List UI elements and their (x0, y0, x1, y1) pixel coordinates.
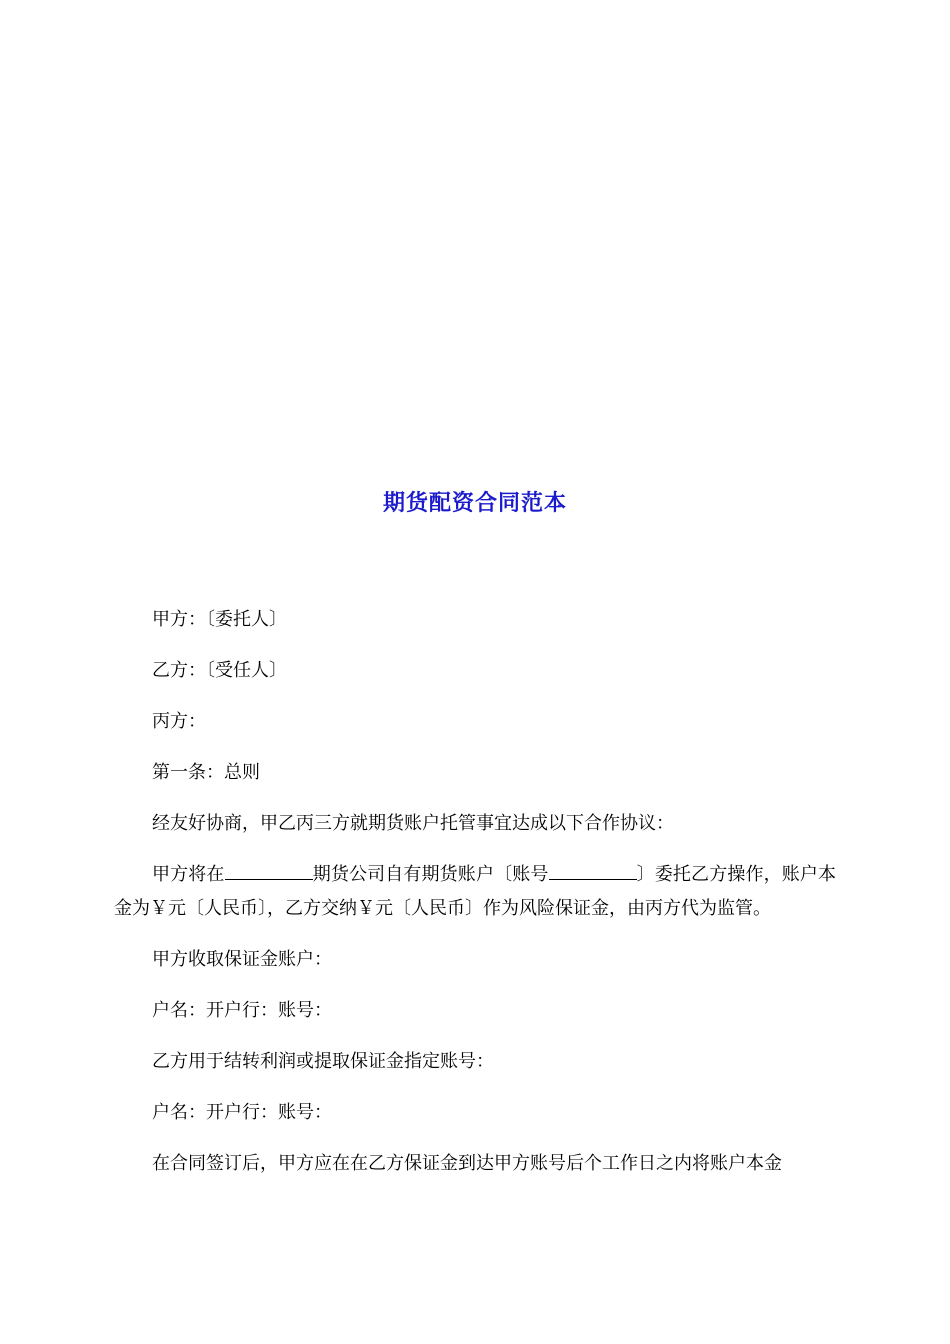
article-1-heading: 第一条：总则 (152, 762, 260, 783)
document-body (114, 603, 836, 1198)
main-paragraph-part-3: 〕委托乙方操作，账户本金为￥元〔人民币〕，乙方交纳￥元〔人民币〕作为风险保证金，由丙方代为监管。 (114, 864, 837, 919)
main-paragraph (114, 858, 836, 926)
party-b-line: 乙方：〔受任人〕 (152, 660, 287, 681)
last-paragraph: 在合同签订后，甲方应在在乙方保证金到达甲方账号后个工作日之内将账户本金 (152, 1153, 782, 1174)
party-b-account-line: 乙方用于结转利润或提取保证金指定账号： (152, 1051, 494, 1072)
party-a-margin-account-line: 甲方收取保证金账户： (152, 949, 332, 970)
company-name-blank (225, 859, 313, 880)
account-fields-line-2: 户名：开户行：账号： (152, 1102, 332, 1123)
main-paragraph-part-1: 甲方将在 (152, 864, 225, 885)
account-fields-line-1: 户名：开户行：账号： (152, 1000, 332, 1021)
party-c-line: 丙方： (152, 711, 206, 732)
document-title: 期货配资合同范本 (382, 490, 567, 516)
party-a-line: 甲方：〔委托人〕 (152, 609, 287, 630)
main-paragraph-part-2: 期货公司自有期货账户〔账号 (312, 864, 549, 885)
account-number-blank (549, 859, 637, 880)
intro-paragraph: 经友好协商，甲乙丙三方就期货账户托管事宜达成以下合作协议： (152, 813, 674, 834)
